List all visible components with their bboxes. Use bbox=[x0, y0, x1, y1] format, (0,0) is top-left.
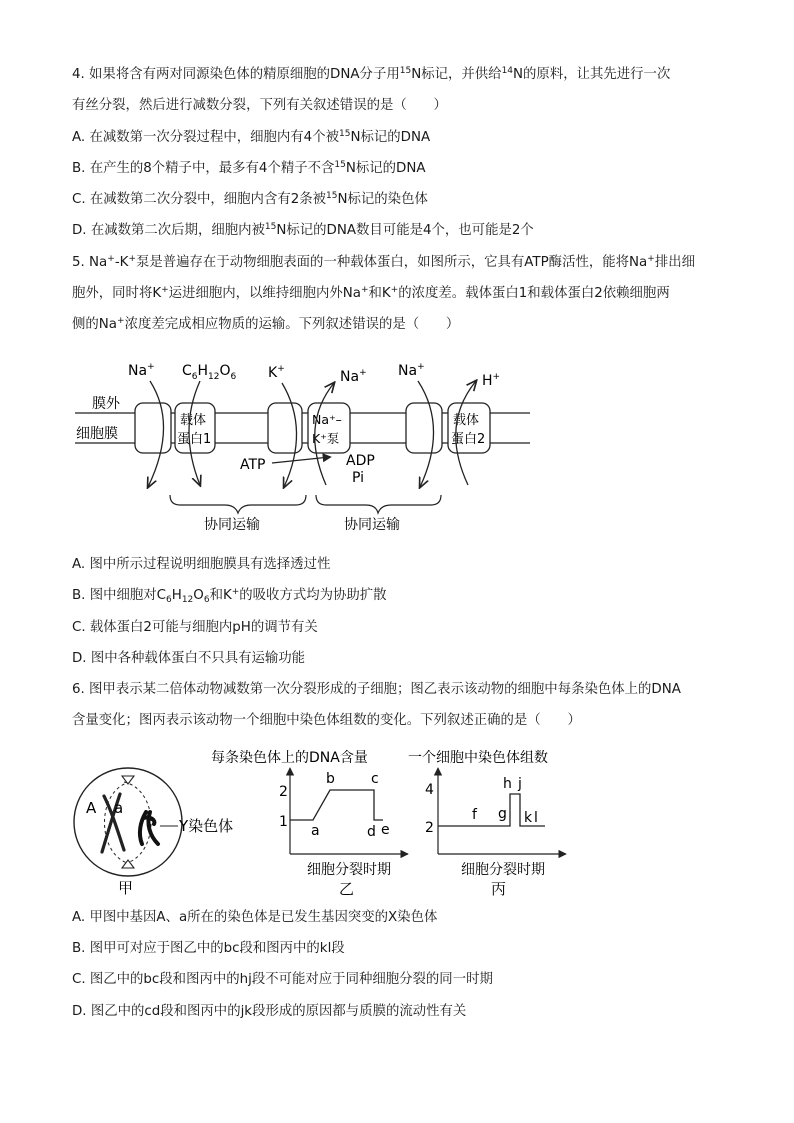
svg-text:载体: 载体 bbox=[180, 413, 207, 428]
gene-A-label: A bbox=[86, 799, 97, 817]
membrane-transport-figure bbox=[0, 355, 794, 540]
svg-text:f: f bbox=[472, 807, 477, 823]
svg-text:2: 2 bbox=[425, 820, 434, 836]
cotransport-brace-1 bbox=[170, 495, 306, 513]
q5-stem-line-1: 5. Na+-K+泵是普遍存在于动物细胞表面的一种载体蛋白，如图所示，它具有ATP酶活性，能将Na+排出细 bbox=[72, 254, 695, 270]
svg-text:b: b bbox=[326, 771, 335, 787]
atp-label: ATP bbox=[240, 457, 266, 473]
svg-text:j: j bbox=[518, 776, 522, 792]
q6-stem-line-2: 含量变化；图丙表示该动物一个细胞中染色体组数的变化。下列叙述正确的是（ ） bbox=[72, 713, 581, 728]
q6-option-a: A. 甲图中基因A、a所在的染色体是已发生基因突变的X染色体 bbox=[72, 910, 438, 925]
glucose-label: $C_6H_{12}O_6$ bbox=[182, 363, 237, 382]
na-label-1: Na+ bbox=[128, 362, 155, 379]
svg-text:k: k bbox=[524, 810, 533, 826]
svg-text:g: g bbox=[498, 806, 507, 822]
k-label: K+ bbox=[268, 364, 285, 381]
q6-option-d: D. 图乙中的cd段和图丙中的jk段形成的原因都与质膜的流动性有关 bbox=[72, 1004, 467, 1019]
na-label-2: Na+ bbox=[340, 368, 367, 385]
cotransport-brace-2 bbox=[316, 495, 441, 513]
membrane-label: 细胞膜 bbox=[76, 426, 118, 442]
svg-text:e: e bbox=[381, 822, 390, 838]
gene-a-label: a bbox=[114, 799, 124, 817]
q6-option-c: C. 图乙中的bc段和图丙中的hj段不可能对应于同种细胞分裂的同一时期 bbox=[72, 972, 493, 987]
q4-option-a: A. 在减数第一次分裂过程中，细胞内有4个被$^{15}$N标记的DNA bbox=[72, 129, 431, 145]
outside-label: 膜外 bbox=[92, 396, 120, 412]
svg-text:Na⁺–: Na⁺– bbox=[312, 412, 342, 427]
svg-text:K⁺泵: K⁺泵 bbox=[312, 431, 340, 446]
svg-text:h: h bbox=[503, 776, 512, 792]
fig-jia-cell bbox=[74, 768, 233, 897]
svg-text:蛋白2: 蛋白2 bbox=[451, 432, 486, 447]
q5-option-d: D. 图中各种载体蛋白不只具有运输功能 bbox=[72, 651, 306, 666]
q6-figure bbox=[0, 740, 794, 900]
q6-option-b: B. 图甲可对应于图乙中的bc段和图丙中的kl段 bbox=[72, 941, 345, 956]
svg-text:2: 2 bbox=[279, 784, 288, 800]
fig-jia-caption: 甲 bbox=[118, 879, 134, 897]
carrier-protein-2-left bbox=[406, 403, 442, 453]
cotransport-label-2: 协同运输 bbox=[344, 517, 400, 533]
q5-stem-line-3: 侧的Na+浓度差完成相应物质的运输。下列叙述错误的是（ ） bbox=[72, 316, 460, 332]
svg-text:蛋白1: 蛋白1 bbox=[177, 432, 212, 447]
na-label-3: Na+ bbox=[398, 362, 425, 379]
q4-option-d: D. 在减数第二次后期，细胞内被$^{15}$N标记的DNA数目可能是4个，也可能是2个 bbox=[72, 222, 534, 238]
q6-stem-line-1: 6. 图甲表示某二倍体动物减数第一次分裂形成的子细胞；图乙表示该动物的细胞中每条染色体上的DNA bbox=[72, 682, 681, 697]
q5-option-a: A. 图中所示过程说明细胞膜具有选择透过性 bbox=[72, 557, 331, 572]
svg-text:载体: 载体 bbox=[453, 413, 480, 428]
q4-option-b: B. 在产生的8个精子中，最多有4个精子不含$^{15}$N标记的DNA bbox=[72, 160, 426, 176]
q5-option-b: B. 图中细胞对$C_6H_{12}O_6$和K+的吸收方式均为协助扩散 bbox=[72, 587, 387, 605]
fig-bing-caption: 丙 bbox=[491, 880, 507, 898]
y-chromosome-label: Y染色体 bbox=[179, 817, 234, 835]
q5-stem-line-2: 胞外，同时将K+运进细胞内，以维持细胞内外Na+和K+的浓度差。载体蛋白1和载体蛋白2依赖细胞两 bbox=[72, 285, 670, 301]
q4-stem-line-1: 4. 如果将含有两对同源染色体的精原细胞的DNA分子用$^{15}$N标记，并供给$^{14}$N的原料，让其先进行一次 bbox=[72, 66, 671, 82]
atp-arrow bbox=[272, 457, 330, 463]
svg-text:c: c bbox=[371, 771, 379, 787]
svg-text:1: 1 bbox=[279, 814, 288, 830]
svg-text:d: d bbox=[367, 824, 376, 840]
svg-text:l: l bbox=[534, 810, 538, 826]
fig-bing-xlabel: 细胞分裂时期 bbox=[461, 862, 545, 878]
svg-text:a: a bbox=[311, 823, 320, 839]
fig-yi-curve bbox=[290, 790, 383, 820]
q4-option-c: C. 在减数第二次分裂中，细胞内含有2条被$^{15}$N标记的染色体 bbox=[72, 191, 428, 207]
fig-yi-xlabel: 细胞分裂时期 bbox=[307, 862, 391, 878]
carrier-protein-1-left bbox=[135, 403, 171, 453]
h-label: H+ bbox=[482, 372, 501, 389]
cotransport-label-1: 协同运输 bbox=[204, 517, 260, 533]
svg-text:4: 4 bbox=[425, 782, 434, 798]
q4-stem-line-2: 有丝分裂，然后进行减数分裂，下列有关叙述错误的是（ ） bbox=[72, 98, 447, 113]
fig-bing-chart bbox=[408, 749, 566, 898]
fig-yi-chart bbox=[211, 749, 408, 898]
adp-label: ADP bbox=[346, 453, 375, 469]
pi-label: Pi bbox=[352, 470, 365, 486]
fig-bing-title: 一个细胞中染色体组数 bbox=[408, 750, 548, 766]
q5-option-c: C. 载体蛋白2可能与细胞内pH的调节有关 bbox=[72, 620, 318, 635]
fig-yi-caption: 乙 bbox=[339, 880, 355, 898]
fig-yi-title: 每条染色体上的DNA含量 bbox=[211, 750, 368, 766]
